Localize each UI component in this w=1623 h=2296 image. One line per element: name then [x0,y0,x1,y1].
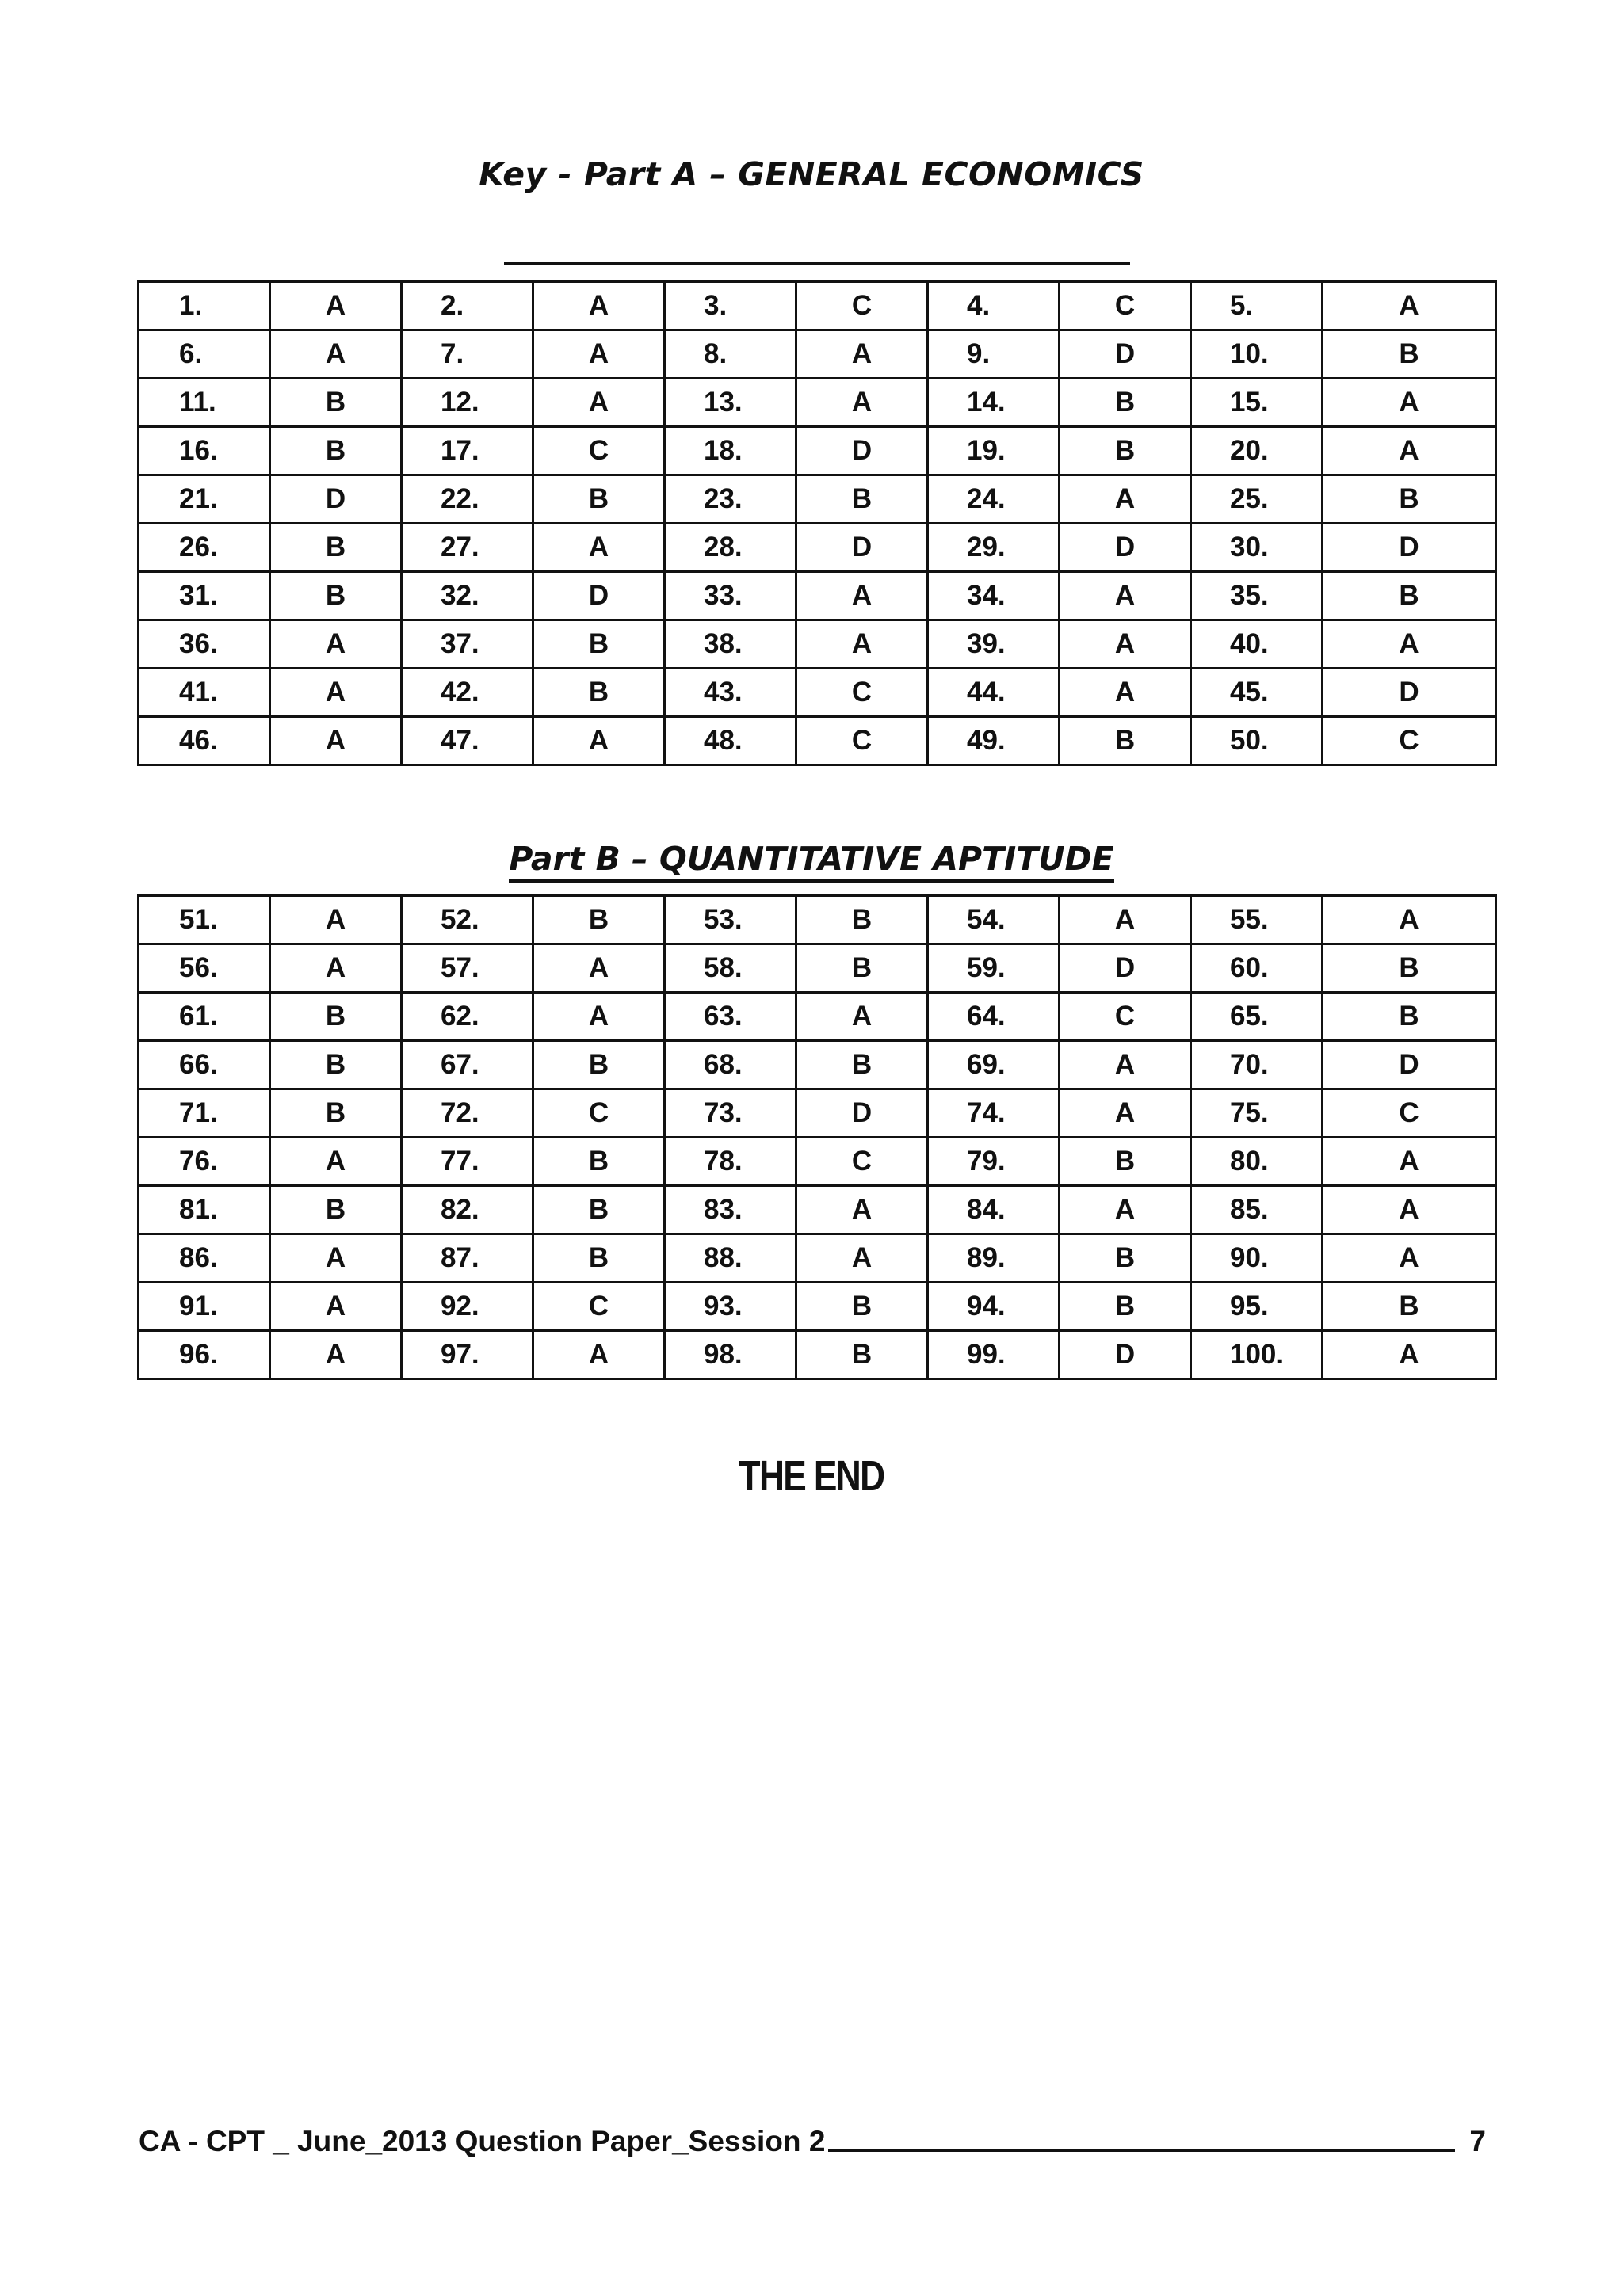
answer-row [139,896,1496,944]
question-number: 73. [665,1089,796,1138]
question-number: 72. [402,1089,533,1138]
question-number: 93. [665,1283,796,1331]
question-number: 35. [1191,572,1323,620]
question-number: 68. [665,1041,796,1089]
question-number: 99. [928,1331,1060,1379]
question-number: 9. [928,330,1060,379]
part-a-title: Key - Part A – GENERAL ECONOMICS [479,155,1144,193]
question-number: 33. [665,572,796,620]
question-number: 66. [139,1041,270,1089]
question-number: 1. [139,282,270,330]
answer-letter: B [533,669,665,717]
answer-letter: A [533,282,665,330]
answer-letter: A [796,993,928,1041]
question-number: 3. [665,282,796,330]
question-number: 31. [139,572,270,620]
answer-letter: A [270,1234,402,1283]
question-number: 96. [139,1331,270,1379]
answer-row [139,427,1496,475]
answer-letter: B [1060,717,1191,765]
answer-letter: A [796,1186,928,1234]
question-number: 87. [402,1234,533,1283]
answer-letter: D [1060,1331,1191,1379]
answer-letter: B [796,1283,928,1331]
answer-letter: A [796,620,928,669]
answer-letter: B [1060,427,1191,475]
answer-letter: B [1060,1283,1191,1331]
answer-letter: A [533,993,665,1041]
question-number: 76. [139,1138,270,1186]
question-number: 13. [665,379,796,427]
answer-letter: B [1323,330,1496,379]
question-number: 74. [928,1089,1060,1138]
answer-letter: B [1323,572,1496,620]
answer-letter: D [1323,524,1496,572]
answer-letter: B [533,896,665,944]
answer-letter: D [796,427,928,475]
answer-letter: C [796,669,928,717]
answer-row [139,282,1496,330]
answer-letter: B [533,475,665,524]
question-number: 64. [928,993,1060,1041]
answer-row [139,1331,1496,1379]
answer-letter: A [1060,896,1191,944]
question-number: 69. [928,1041,1060,1089]
part-b-title-text: Part B – QUANTITATIVE APTITUDE [509,840,1113,883]
answer-letter: B [270,1186,402,1234]
question-number: 94. [928,1283,1060,1331]
question-number: 20. [1191,427,1323,475]
answer-letter: B [533,1234,665,1283]
answer-letter: A [1323,620,1496,669]
question-number: 28. [665,524,796,572]
question-number: 54. [928,896,1060,944]
answer-letter: B [796,896,928,944]
question-number: 65. [1191,993,1323,1041]
question-number: 27. [402,524,533,572]
answer-letter: D [796,1089,928,1138]
answer-row [139,717,1496,765]
answer-letter: B [796,944,928,993]
question-number: 75. [1191,1089,1323,1138]
question-number: 80. [1191,1138,1323,1186]
footer-rule [828,2149,1455,2152]
answer-letter: A [1323,1186,1496,1234]
question-number: 95. [1191,1283,1323,1331]
question-number: 61. [139,993,270,1041]
answer-letter: B [533,620,665,669]
question-number: 67. [402,1041,533,1089]
answer-letter: B [1323,944,1496,993]
answer-row [139,572,1496,620]
question-number: 15. [1191,379,1323,427]
answer-letter: A [1060,1186,1191,1234]
question-number: 100. [1191,1331,1323,1379]
answer-letter: C [533,1283,665,1331]
question-number: 52. [402,896,533,944]
answer-letter: B [270,1089,402,1138]
question-number: 26. [139,524,270,572]
answer-row [139,1186,1496,1234]
answer-letter: A [1060,1089,1191,1138]
answer-letter: A [796,572,928,620]
answer-letter: C [533,427,665,475]
answer-row [139,1041,1496,1089]
answer-letter: B [1323,1283,1496,1331]
question-number: 82. [402,1186,533,1234]
question-number: 92. [402,1283,533,1331]
question-number: 50. [1191,717,1323,765]
question-number: 97. [402,1331,533,1379]
answer-letter: B [270,993,402,1041]
question-number: 70. [1191,1041,1323,1089]
answer-letter: A [1323,1234,1496,1283]
answer-letter: C [796,1138,928,1186]
answer-letter: B [533,1186,665,1234]
answer-row [139,1138,1496,1186]
answer-letter: A [1060,1041,1191,1089]
answer-letter: B [533,1041,665,1089]
question-number: 29. [928,524,1060,572]
answer-letter: C [533,1089,665,1138]
question-number: 91. [139,1283,270,1331]
question-number: 36. [139,620,270,669]
answer-row [139,1089,1496,1138]
answer-letter: D [270,475,402,524]
answer-letter: B [796,475,928,524]
answer-letter: B [270,427,402,475]
question-number: 18. [665,427,796,475]
answer-letter: C [796,717,928,765]
answer-row [139,475,1496,524]
question-number: 59. [928,944,1060,993]
answer-letter: A [270,282,402,330]
question-number: 81. [139,1186,270,1234]
question-number: 10. [1191,330,1323,379]
question-number: 22. [402,475,533,524]
question-number: 19. [928,427,1060,475]
answer-letter: D [1060,524,1191,572]
part-b-answer-table [137,894,1497,1380]
question-number: 51. [139,896,270,944]
question-number: 41. [139,669,270,717]
question-number: 85. [1191,1186,1323,1234]
question-number: 42. [402,669,533,717]
answer-letter: A [1323,1138,1496,1186]
answer-letter: A [270,1283,402,1331]
answer-letter: A [796,330,928,379]
question-number: 71. [139,1089,270,1138]
question-number: 30. [1191,524,1323,572]
question-number: 77. [402,1138,533,1186]
answer-letter: A [1060,475,1191,524]
answer-letter: A [270,330,402,379]
answer-row [139,524,1496,572]
question-number: 14. [928,379,1060,427]
question-number: 90. [1191,1234,1323,1283]
part-b-title [0,840,1623,878]
question-number: 4. [928,282,1060,330]
answer-row [139,620,1496,669]
answer-row [139,944,1496,993]
footer-text: CA - CPT _ June_2013 Question Paper_Session 2 [139,2125,826,2157]
answer-letter: A [533,524,665,572]
answer-letter: B [796,1041,928,1089]
answer-letter: C [1323,1089,1496,1138]
question-number: 25. [1191,475,1323,524]
answer-letter: B [796,1331,928,1379]
answer-row [139,1234,1496,1283]
answer-letter: C [1323,717,1496,765]
answer-letter: A [270,620,402,669]
answer-letter: A [1323,896,1496,944]
page-number: 7 [1469,2125,1486,2157]
answer-letter: A [533,330,665,379]
answer-letter: C [1060,282,1191,330]
question-number: 46. [139,717,270,765]
answer-letter: A [533,379,665,427]
part-a-answer-table [137,280,1497,766]
question-number: 55. [1191,896,1323,944]
question-number: 17. [402,427,533,475]
question-number: 6. [139,330,270,379]
answer-letter: B [1323,993,1496,1041]
answer-letter: B [270,1041,402,1089]
answer-letter: D [1060,944,1191,993]
answer-letter: A [1060,572,1191,620]
question-number: 16. [139,427,270,475]
answer-letter: A [533,1331,665,1379]
question-number: 8. [665,330,796,379]
question-number: 21. [139,475,270,524]
answer-row [139,1283,1496,1331]
question-number: 7. [402,330,533,379]
answer-letter: A [1323,427,1496,475]
answer-letter: B [533,1138,665,1186]
answer-letter: B [270,572,402,620]
question-number: 49. [928,717,1060,765]
answer-letter: A [1323,282,1496,330]
answer-letter: A [270,1331,402,1379]
question-number: 58. [665,944,796,993]
question-number: 53. [665,896,796,944]
question-number: 98. [665,1331,796,1379]
question-number: 38. [665,620,796,669]
question-number: 47. [402,717,533,765]
answer-letter: B [270,379,402,427]
question-number: 43. [665,669,796,717]
question-number: 79. [928,1138,1060,1186]
question-number: 62. [402,993,533,1041]
the-end-label: THE END [739,1452,884,1500]
question-number: 83. [665,1186,796,1234]
answer-letter: D [796,524,928,572]
question-number: 11. [139,379,270,427]
question-number: 48. [665,717,796,765]
question-number: 89. [928,1234,1060,1283]
question-number: 56. [139,944,270,993]
answer-letter: A [270,1138,402,1186]
answer-letter: B [1060,1138,1191,1186]
answer-letter: B [1060,379,1191,427]
answer-letter: A [1323,1331,1496,1379]
answer-row [139,993,1496,1041]
answer-letter: A [1060,620,1191,669]
question-number: 45. [1191,669,1323,717]
title-underline [504,262,1130,265]
question-number: 5. [1191,282,1323,330]
answer-row [139,379,1496,427]
answer-letter: D [1323,669,1496,717]
answer-letter: A [533,944,665,993]
answer-letter: D [1323,1041,1496,1089]
question-number: 12. [402,379,533,427]
answer-letter: A [270,669,402,717]
question-number: 34. [928,572,1060,620]
question-number: 86. [139,1234,270,1283]
answer-letter: B [1323,475,1496,524]
question-number: 24. [928,475,1060,524]
answer-letter: A [270,896,402,944]
answer-row [139,330,1496,379]
answer-row [139,669,1496,717]
answer-letter: B [1060,1234,1191,1283]
question-number: 57. [402,944,533,993]
answer-letter: C [796,282,928,330]
answer-letter: A [270,717,402,765]
answer-letter: B [270,524,402,572]
question-number: 78. [665,1138,796,1186]
question-number: 40. [1191,620,1323,669]
question-number: 39. [928,620,1060,669]
page-footer [139,2125,1486,2158]
question-number: 2. [402,282,533,330]
answer-letter: A [270,944,402,993]
question-number: 23. [665,475,796,524]
answer-letter: A [1060,669,1191,717]
answer-letter: C [1060,993,1191,1041]
question-number: 84. [928,1186,1060,1234]
answer-letter: A [1323,379,1496,427]
answer-letter: A [533,717,665,765]
question-number: 60. [1191,944,1323,993]
question-number: 88. [665,1234,796,1283]
answer-letter: D [1060,330,1191,379]
answer-letter: D [533,572,665,620]
answer-letter: A [796,379,928,427]
question-number: 63. [665,993,796,1041]
answer-letter: A [796,1234,928,1283]
question-number: 44. [928,669,1060,717]
question-number: 37. [402,620,533,669]
question-number: 32. [402,572,533,620]
